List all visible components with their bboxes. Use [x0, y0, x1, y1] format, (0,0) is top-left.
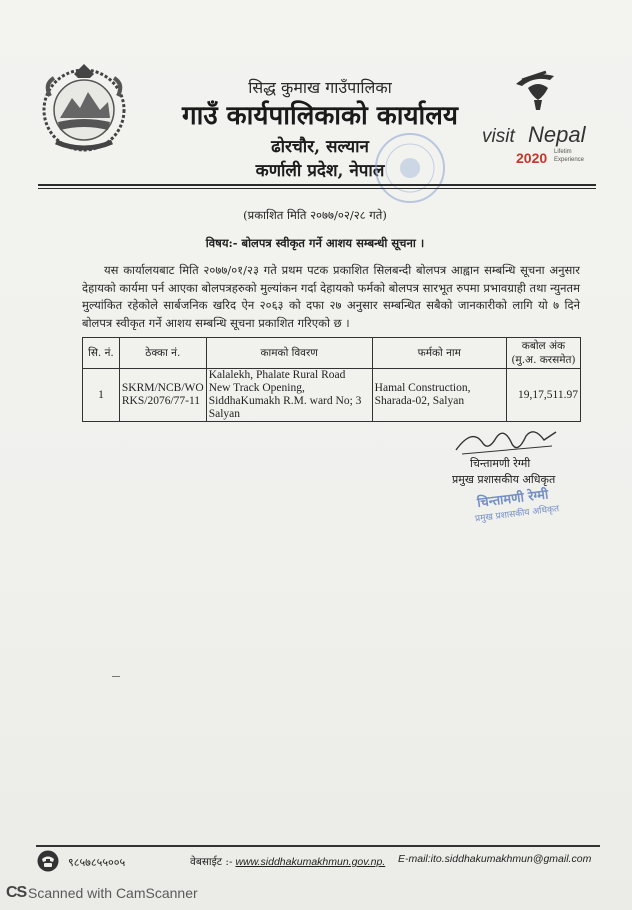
header-amount-line2: (मु.अ. करसमेत)	[511, 354, 576, 366]
published-date: (प्रकाशित मिति २०७७/०२/२८ गते)	[243, 208, 387, 222]
nepal-word: Nepal	[528, 122, 586, 147]
office-title: गाउँ कार्यपालिकाको कार्यालय	[182, 101, 458, 131]
website-link[interactable]: www.siddhakumakhmun.gov.np.	[235, 856, 386, 868]
footer-website	[190, 855, 385, 869]
municipality-name: सिद्ध कुमाख गाउँपालिका	[248, 78, 392, 97]
footer-phone: ९८५७८५५००५	[68, 856, 126, 869]
footer-email[interactable]: E-mail:ito.siddhakumakhmun@gmail.com	[398, 853, 592, 865]
visit-word: visit	[482, 126, 515, 147]
visit-tag-lifetime: Lifetim	[554, 149, 572, 155]
footer-rule	[36, 845, 600, 847]
phone-icon	[36, 850, 60, 872]
table-header-row	[83, 338, 581, 369]
header-contract: ठेक्का नं.	[119, 338, 206, 369]
header-amount-line1: कबोल अंक	[521, 340, 566, 352]
table-row	[83, 369, 581, 422]
signatory-title: प्रमुख प्रशासकीय अधिकृत	[452, 473, 556, 486]
stamp-title: प्रमुख प्रशासकीय अधिकृत	[474, 504, 560, 525]
office-address: ढोरचौर, सल्यान	[271, 137, 369, 157]
camscanner-logo: CS	[6, 884, 27, 901]
government-emblem-icon	[36, 60, 132, 156]
province-line: कर्णाली प्रदेश, नेपाल	[255, 161, 385, 181]
signatory-name: चिन्तामणी रेग्मी	[470, 457, 531, 470]
header-rule	[38, 184, 596, 186]
visit-year: 2020	[516, 150, 548, 166]
header-amount	[506, 338, 580, 369]
notice-subject: विषय:- बोलपत्र स्वीकृत गर्ने आशय सम्बन्धी सूचना ।	[205, 236, 425, 250]
header-work: कामको विवरण	[206, 338, 372, 369]
signature-scribble-icon	[452, 424, 562, 456]
cell-sn: 1	[83, 369, 120, 422]
cell-contract: SKRM/NCB/WORKS/2076/77-11	[119, 369, 206, 422]
header-firm: फर्मको नाम	[372, 338, 506, 369]
bid-table	[82, 337, 581, 422]
visit-tag-experience: Experience	[554, 157, 585, 163]
visit-nepal-logo	[478, 66, 598, 172]
header-rule-thin	[38, 188, 596, 189]
cell-work: Kalalekh, Phalate Rural Road New Track Opening, SiddhaKumakh R.M. ward No; 3 Salyan	[206, 369, 372, 422]
name-stamp	[468, 482, 570, 532]
header-sn: सि. नं.	[83, 338, 120, 369]
office-seal-icon	[372, 130, 448, 206]
website-label: वेबसाईट :-	[190, 856, 233, 868]
stray-mark	[112, 676, 120, 677]
cell-amount: 19,17,511.97	[506, 369, 580, 422]
kalash-emblem-icon	[478, 66, 598, 112]
camscanner-text: Scanned with CamScanner	[28, 885, 198, 901]
notice-body: यस कार्यालयबाट मिति २०७७/०१/२३ गते प्रथम पटक प्रकाशित सिलबन्दी बोलपत्र आह्वान सम्बन्धि सूचना अनुसार देहायको कार्यमा पर्न आएका बोलपत्रहरुको मुल्यांकन गर्दा देहायको फर्मको बोलपत्र सारभूत रुपमा प्रभावग्राही तथा न्युनतम मुल्यांकित रहेकोले सार्बजनिक खरिद ऐन २०६३ को दफा २७ अनुसार सम्बन्धित सबैको जानकारीको लागि यो ७ दिने बोलपत्र स्वीकृत गर्ने आशय सम्बन्धि सूचना प्रकाशित गरिएको छ ।	[82, 263, 580, 330]
stamp-name: चिन्तामणी रेग्मी	[476, 487, 550, 512]
cell-firm: Hamal Construction, Sharada-02, Salyan	[372, 369, 506, 422]
